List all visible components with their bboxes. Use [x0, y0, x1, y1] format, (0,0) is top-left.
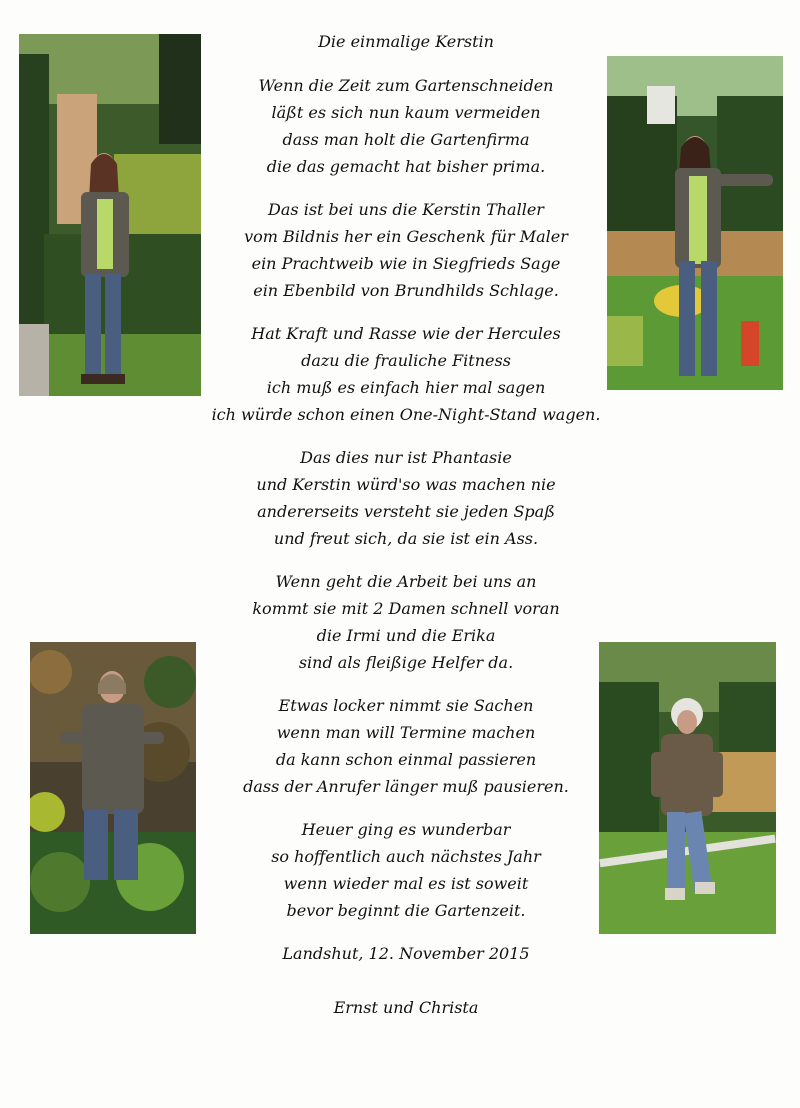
poem-title: Die einmalige Kerstin — [318, 32, 494, 51]
poem-line: läßt es sich nun kaum vermeiden — [271, 103, 541, 122]
poem-line: ein Ebenbild von Brundhilds Schlage. — [253, 281, 559, 300]
photo-helper-lawn — [599, 642, 776, 934]
place-date: Landshut, 12. November 2015 — [282, 944, 530, 963]
poem-line: so hoffentlich auch nächstes Jahr — [271, 847, 541, 866]
photo-kerstin-garden — [607, 56, 783, 390]
poem-line: kommt sie mit 2 Damen schnell voran — [252, 599, 560, 618]
poem-line: Wenn geht die Arbeit bei uns an — [275, 572, 537, 591]
poem-line: ich muß es einfach hier mal sagen — [266, 378, 546, 397]
poem-line: wenn man will Termine machen — [276, 723, 536, 742]
poem-line: und Kerstin würd'so was machen nie — [256, 475, 556, 494]
stanza — [200, 692, 612, 800]
poem-line: die das gemacht hat bisher prima. — [266, 157, 546, 176]
poem-line: andererseits versteht sie jeden Spaß — [257, 502, 555, 521]
photo-kerstin-hedge — [19, 34, 201, 396]
poem-line: vom Bildnis her ein Geschenk für Maler — [244, 227, 568, 246]
photo-helper-bushes — [30, 642, 196, 934]
poem-line: die Irmi und die Erika — [316, 626, 496, 645]
poem-line: da kann schon einmal passieren — [275, 750, 537, 769]
poem-line: Etwas locker nimmt sie Sachen — [278, 696, 534, 715]
poem-line: ich würde schon einen One-Night-Stand wagen. — [211, 405, 601, 424]
poem-line: Das dies nur ist Phantasie — [300, 448, 512, 467]
poem-line: wenn wieder mal es ist soweit — [283, 874, 529, 893]
poem-line: Das ist bei uns die Kerstin Thaller — [268, 200, 544, 219]
signature: Ernst und Christa — [333, 998, 479, 1017]
poem-line: bevor beginnt die Gartenzeit. — [286, 901, 526, 920]
stanza — [200, 320, 612, 428]
stanza — [200, 816, 612, 924]
poem-line: Hat Kraft und Rasse wie der Hercules — [251, 324, 561, 343]
poem-line: sind als fleißige Helfer da. — [298, 653, 514, 672]
poem-line: ein Prachtweib wie in Siegfrieds Sage — [251, 254, 561, 273]
poem-line: dass man holt die Gartenfirma — [282, 130, 530, 149]
poem-line: dazu die frauliche Fitness — [301, 351, 511, 370]
poem-line: Heuer ging es wunderbar — [301, 820, 511, 839]
stanza — [200, 196, 612, 304]
poem — [200, 28, 612, 1022]
poem-line: und freut sich, da sie ist ein Ass. — [273, 529, 539, 548]
poem-line: Wenn die Zeit zum Gartenschneiden — [258, 76, 554, 95]
stanza — [200, 568, 612, 676]
poem-line: dass der Anrufer länger muß pausieren. — [243, 777, 569, 796]
stanza — [200, 72, 612, 180]
stanza — [200, 444, 612, 552]
